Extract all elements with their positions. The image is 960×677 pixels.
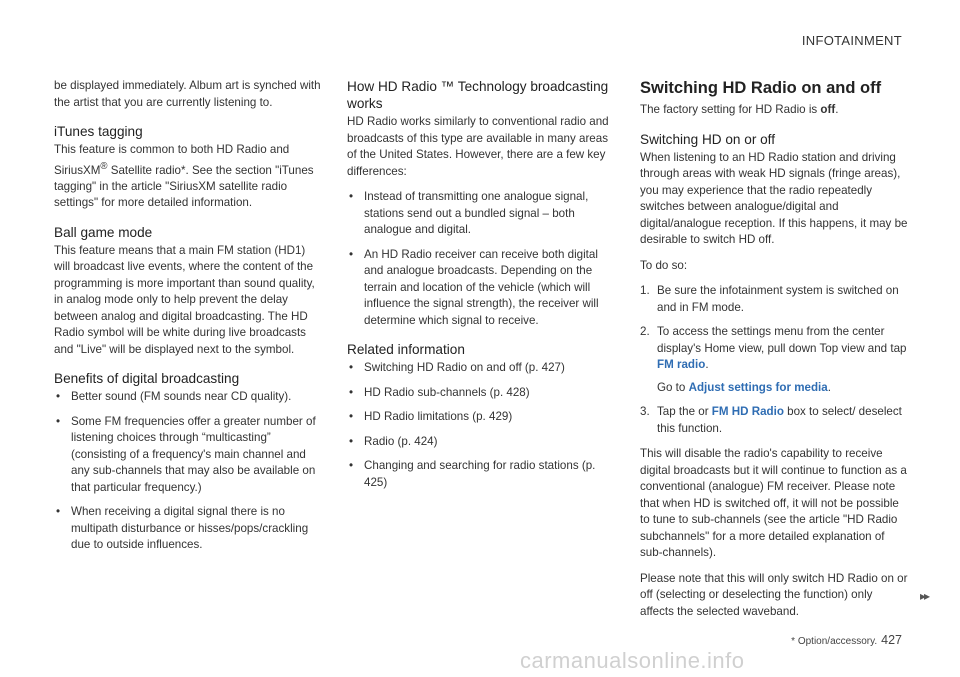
step-number: 1. bbox=[640, 284, 650, 297]
switching-heading: Switching HD on or off bbox=[640, 131, 775, 147]
intro-paragraph: be displayed immediately. Album art is synched with the artist that you are currently listening to. bbox=[54, 79, 321, 109]
itunes-text-b: Satellite radio*. See the section "iTunes tagging" in the article "SiriusXM satellite radio settings" for more detailed information. bbox=[54, 163, 314, 210]
list-item: • Better sound (FM sounds near CD quality). bbox=[54, 389, 322, 406]
steps-list bbox=[640, 283, 908, 437]
step-text: To access the settings menu from the center display's Home view, pull down Top view and tap bbox=[657, 325, 907, 355]
list-item: • An HD Radio receiver can receive both digital and analogue broadcasts. Depending on the terrain and location of the vehicle (which will influence the signal strength), the receiver will determine which signal to receive. bbox=[347, 247, 615, 330]
goto-text: Go to bbox=[657, 380, 689, 394]
itunes-text-a: This feature is common to both HD Radio and SiriusXM bbox=[54, 143, 290, 177]
step-text-b: box to select/ deselect this function. bbox=[657, 405, 902, 435]
step-number: 3. bbox=[640, 405, 650, 418]
disable-paragraph: This will disable the radio's capability to receive digital broadcasts but it will continue to function as a conventional (analogue) FM receiver. Please note that when HD is switched off, it will not be possible to tune to sub-channels (see the article "HD Radio subchannels" for a more detailed explanation of sub-channels). bbox=[640, 447, 907, 559]
step-3 bbox=[640, 404, 908, 437]
related-link[interactable]: • Radio (p. 424) bbox=[347, 434, 615, 451]
adjust-settings-label: Adjust settings for media bbox=[688, 380, 828, 394]
related-heading: Related information bbox=[347, 342, 465, 357]
related-link[interactable]: • Switching HD Radio on and off (p. 427) bbox=[347, 360, 615, 377]
step-text: Be sure the infotainment system is switched on and in FM mode. bbox=[657, 284, 899, 314]
related-link[interactable]: • Changing and searching for radio stations (p. 425) bbox=[347, 458, 615, 491]
list-item: • Some FM frequencies offer a greater number of listening choices through “multicasting” (consisting of a frequency's main channel and any sub-channels that may also be available on that particular frequency.) bbox=[54, 414, 322, 497]
factory-end: . bbox=[835, 103, 839, 116]
step-end: . bbox=[705, 358, 709, 371]
watermark-text: carmanualsonline.info bbox=[520, 648, 745, 673]
ballgame-heading: Ball game mode bbox=[54, 224, 153, 240]
registered-mark: ® bbox=[100, 160, 108, 172]
column-1 bbox=[54, 78, 322, 562]
related-link[interactable]: • HD Radio limitations (p. 429) bbox=[347, 409, 615, 426]
note-paragraph: Please note that this will only switch HD Radio on or off (selecting or deselecting the function) only affects the selected waveband. bbox=[640, 571, 908, 618]
related-list bbox=[347, 360, 615, 491]
itunes-heading: iTunes tagging bbox=[54, 124, 143, 139]
column-3 bbox=[640, 78, 908, 629]
step-text: Tap the or bbox=[657, 405, 712, 418]
page-footer bbox=[791, 633, 902, 647]
switching-paragraph: When listening to an HD Radio station and driving through areas with weak HD signals (fringe areas), you may experience that the radio repeatedly switches between analogue/digital and digital/analogue reception. If this happens, it may be desirable to switch HD off. bbox=[640, 150, 908, 246]
howworks-paragraph: HD Radio works similarly to conventional radio and broadcasts of this type are available in many areas of the United States. However, there are a few key differences: bbox=[347, 115, 609, 178]
todo-text: To do so: bbox=[640, 258, 688, 272]
benefits-heading: Benefits of digital broadcasting bbox=[54, 371, 240, 387]
itunes-paragraph bbox=[54, 142, 322, 212]
factory-setting bbox=[640, 102, 908, 119]
fm-radio-label: FM radio bbox=[657, 358, 706, 371]
step-2 bbox=[640, 324, 908, 396]
howworks-heading: How HD Radio ™ Technology broadcasting works bbox=[347, 79, 609, 111]
next-page-icon[interactable]: ▸▸ bbox=[920, 589, 929, 603]
fm-hd-radio-label: FM HD Radio bbox=[711, 405, 784, 418]
factory-text: The factory setting for HD Radio is bbox=[640, 103, 821, 116]
article-title: Switching HD Radio on and off bbox=[640, 79, 882, 97]
factory-value: off bbox=[820, 103, 836, 116]
related-link[interactable]: • HD Radio sub-channels (p. 428) bbox=[347, 385, 615, 402]
list-item: • When receiving a digital signal there is no multipath disturbance or hisses/pops/crackling due to outside influences. bbox=[54, 504, 322, 554]
step-number: 2. bbox=[640, 325, 650, 338]
option-note: * Option/accessory. bbox=[791, 636, 878, 647]
column-2 bbox=[347, 78, 615, 499]
list-item: • Instead of transmitting one analogue signal, stations send out a bundled signal – both analogue and digital. bbox=[347, 189, 615, 239]
differences-list bbox=[347, 189, 615, 329]
page-number: 427 bbox=[881, 633, 902, 647]
goto-end: . bbox=[827, 380, 831, 394]
step-1 bbox=[640, 283, 908, 316]
step-2-goto bbox=[657, 380, 908, 397]
benefits-list bbox=[54, 389, 322, 554]
ballgame-paragraph: This feature means that a main FM station (HD1) will broadcast live events, where the content of the programming is more important than sound quality, in analog mode only to help prevent the delay between analog and digital broadcasting. The HD Radio symbol will be white during live broadcasts and "Live" will be displayed next to the symbol. bbox=[54, 243, 315, 356]
section-header: INFOTAINMENT bbox=[801, 33, 902, 48]
